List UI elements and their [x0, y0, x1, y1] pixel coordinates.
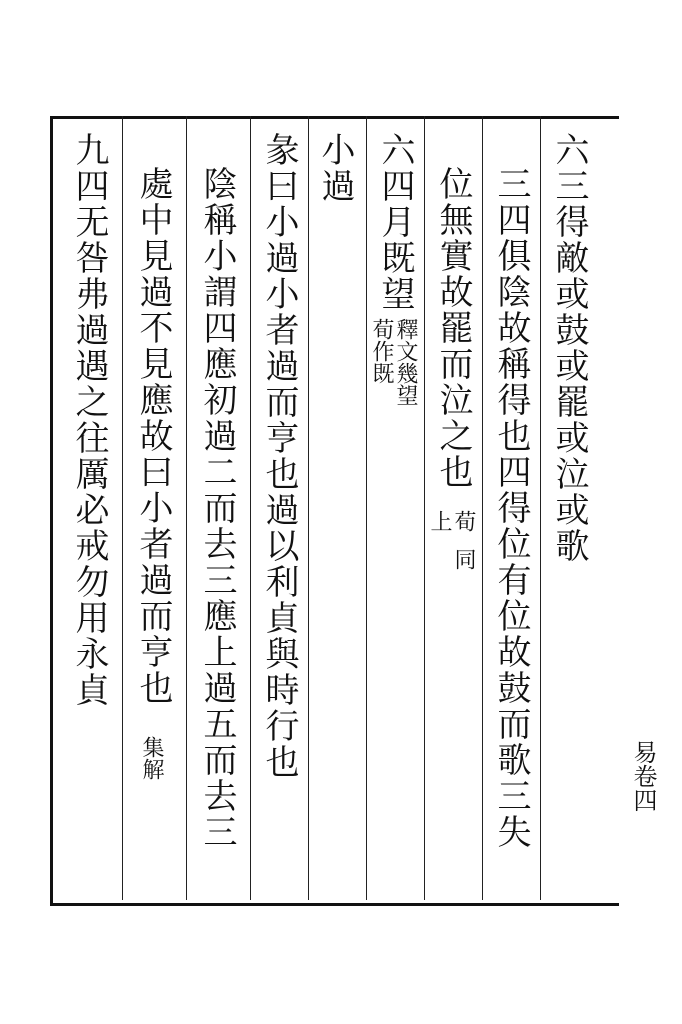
text-column-6: 彖曰小過小者過而亨也過以利貞與時行也	[259, 132, 299, 780]
text-column-4: 六四月既望	[375, 132, 415, 312]
annotation-right: 釋文幾望	[393, 318, 418, 406]
column-rule	[122, 116, 123, 900]
source-annotation: 集解	[139, 736, 164, 780]
column-rule	[186, 116, 187, 900]
annotation-left: 荀作既	[369, 318, 394, 384]
text-column-3: 位無實故罷而泣之也	[433, 166, 473, 490]
column-rule	[540, 116, 541, 900]
text-column-8: 處中見過不見應故曰小者過而亨也	[133, 166, 173, 706]
column-rule	[424, 116, 425, 900]
annotation-right: 荀	[451, 510, 476, 532]
column-rule	[250, 116, 251, 900]
text-column-9: 九四无咎弗過遇之往厲必戒勿用永貞	[69, 132, 109, 708]
text-column-7: 陰稱小謂四應初過二而去三應上過五而去三	[197, 166, 237, 850]
text-column-1: 六三得敵或鼓或罷或泣或歌	[549, 132, 589, 564]
annotation-left: 上	[427, 510, 452, 532]
text-column-2: 三四俱陰故稱得也四得位有位故鼓而歌三失	[491, 166, 531, 850]
text-column-5: 小過	[315, 132, 355, 204]
column-rule	[482, 116, 483, 900]
annotation-right-2: 同	[451, 548, 476, 570]
page-edge-label: 易卷四	[629, 740, 657, 812]
column-rule	[308, 116, 309, 900]
column-rule	[366, 116, 367, 900]
